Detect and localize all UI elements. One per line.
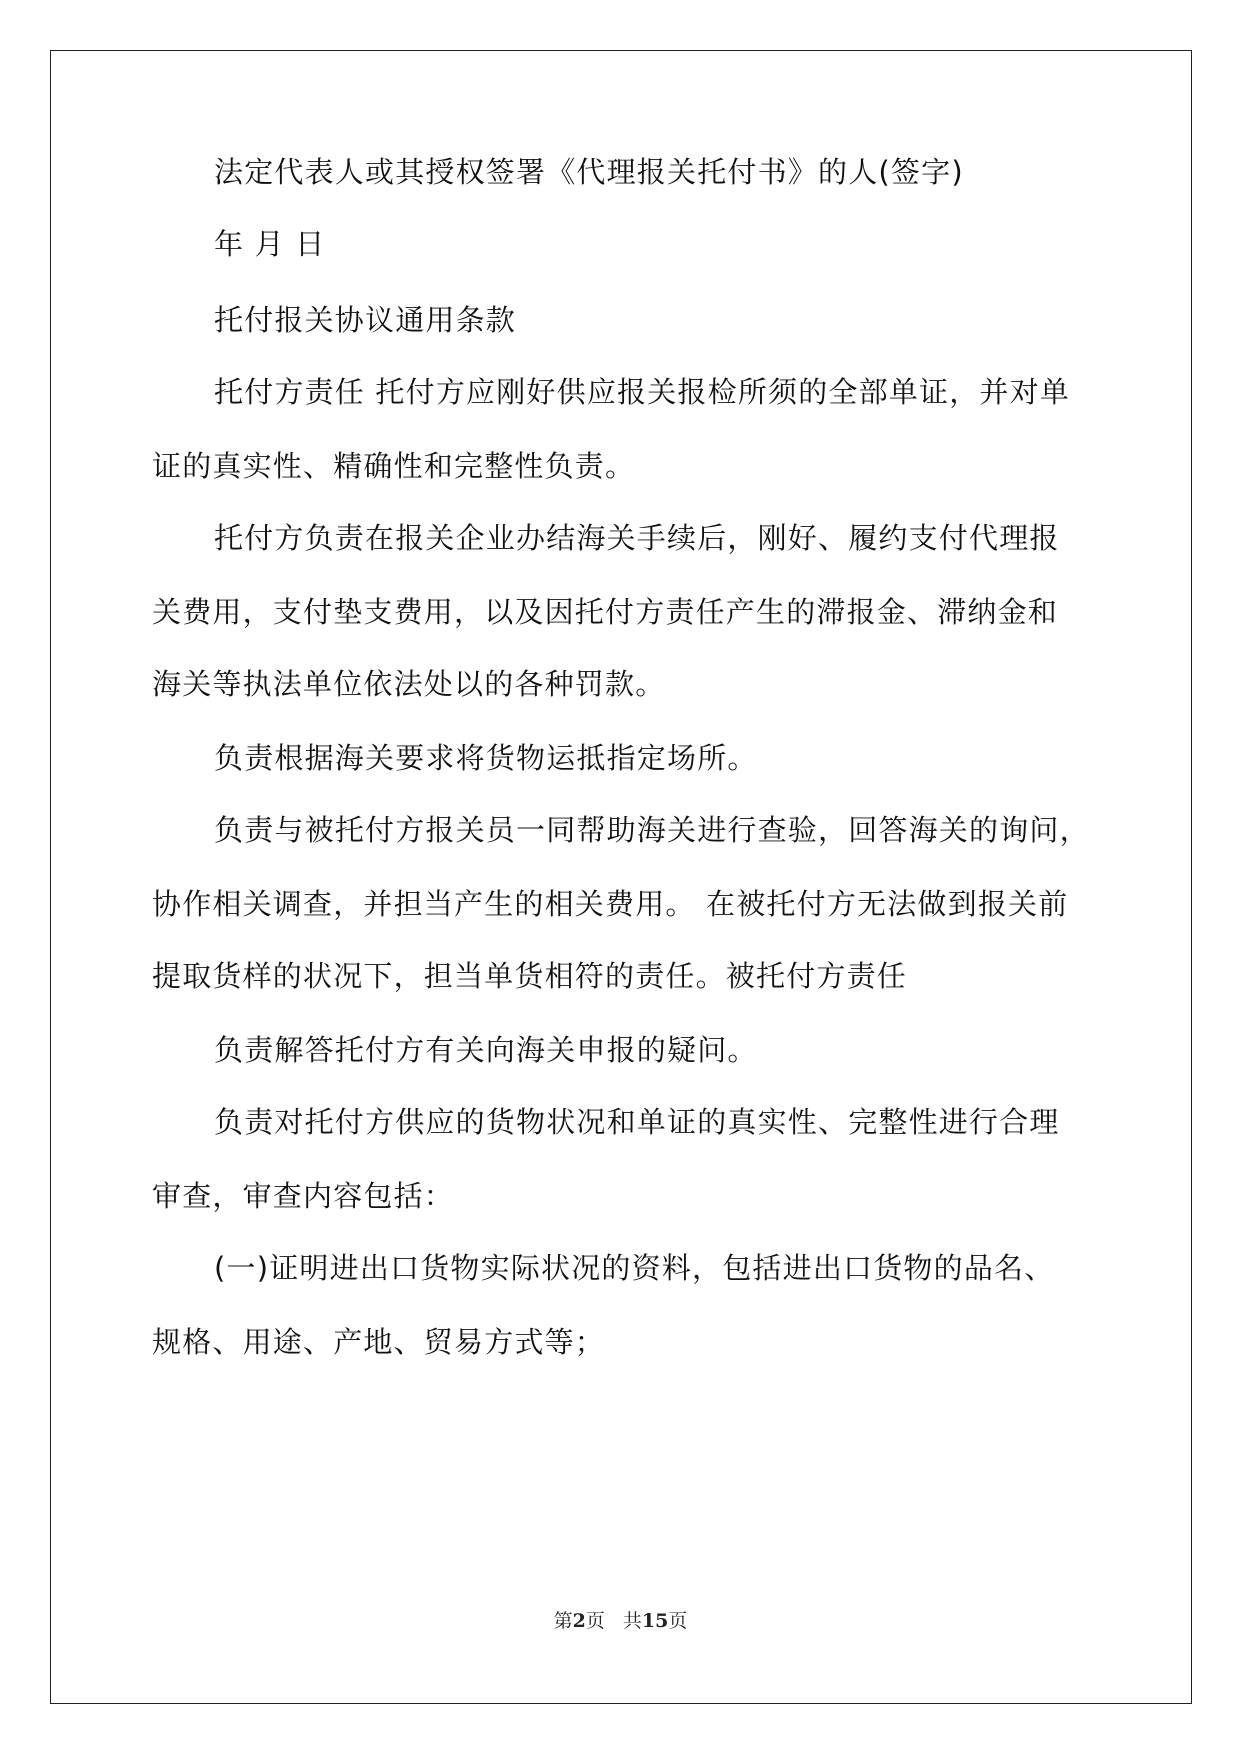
paragraph-date-line: 年 月 日 xyxy=(214,227,326,261)
paragraph-review-line-1: 负责对托付方供应的货物状况和单证的真实性、完整性进行合理 xyxy=(214,1105,1060,1139)
paragraph-signature-line: 法定代表人或其授权签署《代理报关托付书》的人(签字) xyxy=(214,155,964,189)
footer-total-prefix: 共 xyxy=(622,1610,642,1632)
paragraph-answer-questions: 负责解答托付方有关向海关申报的疑问。 xyxy=(214,1033,758,1067)
footer-page-prefix: 第 xyxy=(553,1610,573,1632)
paragraph-fees-line-2: 关费用，支付垫支费用，以及因托付方责任产生的滞报金、滞纳金和 xyxy=(152,595,1059,629)
paragraph-fees-line-3: 海关等执法单位依法处以的各种罚款。 xyxy=(152,667,666,701)
paragraph-item-one-line-1: (一)证明进出口货物实际状况的资料，包括进出口货物的品名、 xyxy=(214,1251,1055,1285)
paragraph-client-responsibility-line-2: 证的真实性、精确性和完整性负责。 xyxy=(152,449,636,483)
paragraph-inspection-line-3: 提取货样的状况下，担当单货相符的责任。被托付方责任 xyxy=(152,959,908,993)
section-heading-general-terms: 托付报关协议通用条款 xyxy=(214,303,517,337)
footer-total-suffix: 页 xyxy=(668,1610,688,1632)
paragraph-goods-delivery: 负责根据海关要求将货物运抵指定场所。 xyxy=(214,741,758,775)
footer-page-current: 2 xyxy=(572,1610,586,1632)
paragraph-review-line-2: 审查，审查内容包括： xyxy=(152,1179,455,1213)
paragraph-item-one-line-2: 规格、用途、产地、贸易方式等； xyxy=(152,1325,606,1359)
footer-page-total: 15 xyxy=(641,1610,669,1632)
page-footer xyxy=(0,1609,1241,1633)
paragraph-inspection-line-1: 负责与被托付方报关员一同帮助海关进行查验，回答海关的询问， xyxy=(214,813,1090,847)
paragraph-fees-line-1: 托付方负责在报关企业办结海关手续后，刚好、履约支付代理报 xyxy=(214,521,1060,555)
paragraph-inspection-line-2: 协作相关调查，并担当产生的相关费用。 在被托付方无法做到报关前 xyxy=(152,887,1069,921)
footer-page-suffix: 页 xyxy=(585,1610,605,1632)
paragraph-client-responsibility-line-1: 托付方责任 托付方应刚好供应报关报检所须的全部单证，并对单 xyxy=(214,375,1071,409)
page-border xyxy=(50,50,1192,1704)
